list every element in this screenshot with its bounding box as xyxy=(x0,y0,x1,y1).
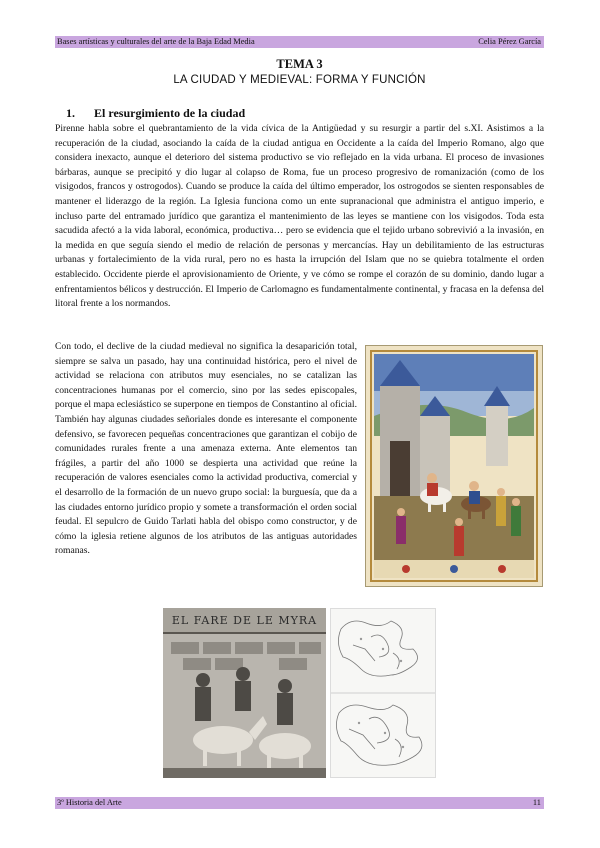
page-number: 11 xyxy=(532,798,541,807)
medieval-miniature-image xyxy=(365,345,543,587)
page-header xyxy=(55,36,544,48)
footer-course: 3º Historia del Arte xyxy=(57,798,122,807)
relief-inscription: EL FARE DE LE MYRA xyxy=(171,614,318,627)
section-title: El resurgimiento de la ciudad xyxy=(94,106,246,120)
historical-maps-image xyxy=(330,608,436,778)
section-number: 1. xyxy=(66,106,75,120)
paragraph-1: Pirenne habla sobre el quebrantamiento de la vida cívica de la Antigüedad y su resurgir a partir del s.XI. Asistimos a la recuperación de la ciudad, asociando la caída de la ciudad antigua en Occidente a la caída del Imperio Romano, algo que considera inexacto, aunque el deterioro del sistema productivo se vio reflejado en la vida urbana. El proceso de invasiones bárbaras, aunque se precipitó y dio lugar al colapso de Roma, fue un proceso progresivo de romanización (como de los visigodos, francos y ostrogodos). Cuando se produce la caída del último emperador, los ostrogodos se sienten responsables de mantener el liderazgo de la región. La Iglesia funciona como un ente supranacional que administra el antiguo imperio, e incluso parte del entramado jurídico que garantiza el mantenimiento de las leyes se mantiene con los visigodos. Toda esta sacudida afectó a la vida laboral, económica, productiva… pero se evidencia que el tejido urbano sobrevivió a la invasión, en la medida en que seguía siendo el medio de relación de personas y mercancías. Hay un debilitamiento de las estructuras urbanas y fortalecimiento de la vida rural, pero no es hasta la irrupción del Islam que no se quiebra totalmente el orden establecido. Occidente pierde el aprovisionamiento de Oriente, y ve cómo se rompe el corazón de su dominio, dando lugar a enfrentamientos bélicos y destrucción. El Imperio de Carlomagno es fundamentalmente continental, y fracasa en la defensa del litoral frente a los normandos. xyxy=(55,123,544,310)
header-course: Bases artísticas y culturales del arte de la Baja Edad Media xyxy=(57,37,255,46)
section-heading xyxy=(66,106,245,121)
chapter-title: LA CIUDAD Y MEDIEVAL: FORMA Y FUNCIÓN xyxy=(173,74,426,86)
page-footer xyxy=(55,797,544,809)
header-author: Celia Pérez García xyxy=(478,37,541,46)
relief-sculpture-image xyxy=(163,608,326,778)
paragraph-2: Con todo, el declive de la ciudad medieval no significa la desaparición total, siempre se salva un pasado, hay una continuidad histórica, pero el nivel de actividad se relaciona con atributos muy esenciales, no se catalizan las concentraciones humanas por el comercio, sino por las sedes episcopales, porque el mapa eclesiástico se superpone en tiempos de Constantino al oficial. También hay algunas ciudades señoriales donde es interesante el componente defensivo, se favorecen pequeñas concentraciones que garantizan el cobijo de comunidades rurales frente a una amenaza externa. Ante elementos tan frágiles, a partir del año 1000 se despierta una actividad que reúne la recuperación de valores esenciales como la actividad productiva, comercial y el desarrollo de la formación de un nuevo grupo social: la burguesía, que da a las ciudades entorno jurídico propio y somete a transformación el orden social feudal. El sepulcro de Guido Tarlati habla del obispo como constructor, y de cómo la iglesia retiene algunos de los atributos de las antiguas autoridades romanas. xyxy=(55,341,357,557)
chapter-number: TEMA 3 xyxy=(276,57,323,71)
